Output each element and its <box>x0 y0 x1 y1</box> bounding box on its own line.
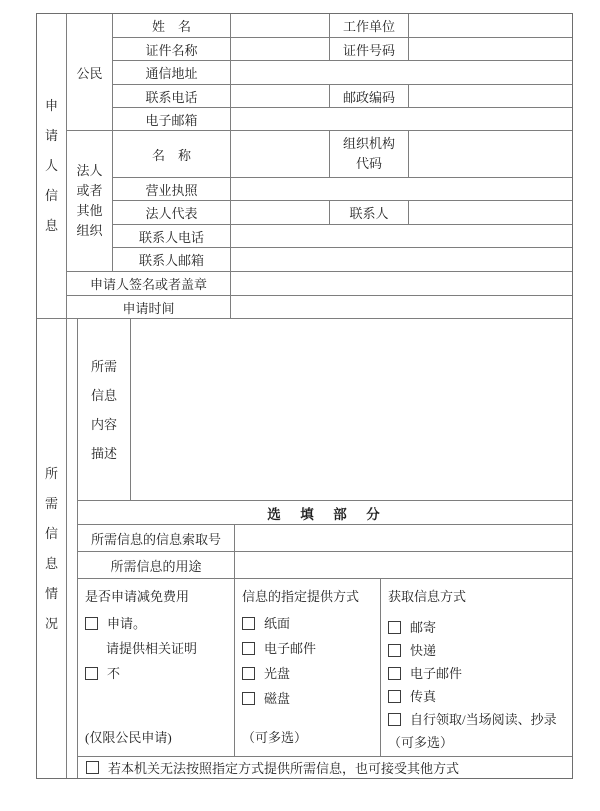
delivery-option-email: 电子邮件 <box>242 640 374 657</box>
disk-checkbox-icon[interactable] <box>242 692 255 705</box>
address-value-cell <box>231 61 572 84</box>
contact-phone-label: 联系人电话 <box>113 225 230 247</box>
other-method-text: 若本机关无法按照指定方式提供所需信息，也可接受其他方式 <box>108 761 460 776</box>
contact-email-label: 联系人邮箱 <box>113 248 230 271</box>
obtain-option-mail: 邮寄 <box>388 619 566 636</box>
cd-checkbox-icon[interactable] <box>242 667 255 680</box>
work-unit-value-cell <box>409 14 572 37</box>
org-name-label: 名 称 <box>113 131 230 177</box>
delivery-method-title: 信息的指定提供方式 <box>242 589 360 604</box>
obtain-option-email: 电子邮件 <box>388 665 566 682</box>
info-description-label: 所需 信息 内容 描述 <box>78 319 130 500</box>
info-index-value-cell <box>235 525 572 551</box>
required-info-side-label: 所需信息情况 <box>37 319 66 778</box>
fee-reduction-column <box>78 579 234 756</box>
fee-option-no: 不 <box>85 665 228 682</box>
mail-checkbox-icon[interactable] <box>388 621 401 634</box>
contact-phone-value-cell <box>231 225 572 247</box>
email-value-cell <box>231 108 572 130</box>
obtain-email-checkbox-icon[interactable] <box>388 667 401 680</box>
fee-note: (仅限公民申请) <box>85 730 172 745</box>
delivery-method-column <box>235 579 380 756</box>
legal-entity-group-label: 法人 或者 其他 组织 <box>67 131 112 271</box>
paper-checkbox-icon[interactable] <box>242 617 255 630</box>
phone-value-cell <box>231 85 329 107</box>
express-checkbox-icon[interactable] <box>388 644 401 657</box>
license-label: 营业执照 <box>113 178 230 200</box>
info-purpose-value-cell <box>235 552 572 578</box>
id-type-value-cell <box>231 38 329 60</box>
obtain-option-selfpickup: 自行领取/当场阅读、抄录 <box>388 711 566 728</box>
apply-time-label: 申请时间 <box>67 296 230 318</box>
contact-email-value-cell <box>231 248 572 271</box>
email-checkbox-icon[interactable] <box>242 642 255 655</box>
postcode-value-cell <box>409 85 572 107</box>
apply-time-value-cell <box>231 296 572 318</box>
id-type-label: 证件名称 <box>113 38 230 60</box>
info-description-value-cell <box>131 319 572 500</box>
delivery-option-cd: 光盘 <box>242 665 374 682</box>
contact-label: 联系人 <box>330 201 408 224</box>
obtain-note: （可多选） <box>388 735 454 750</box>
legal-rep-value-cell <box>231 201 329 224</box>
id-number-value-cell <box>409 38 572 60</box>
selfpickup-checkbox-icon[interactable] <box>388 713 401 726</box>
form-page <box>36 13 573 779</box>
info-index-label: 所需信息的信息索取号 <box>78 525 234 551</box>
obtain-method-title: 获取信息方式 <box>388 589 467 604</box>
info-purpose-label: 所需信息的用途 <box>78 552 234 578</box>
license-value-cell <box>231 178 572 200</box>
phone-label: 联系电话 <box>113 85 230 107</box>
signature-label: 申请人签名或者盖章 <box>67 272 230 295</box>
delivery-note: （可多选） <box>242 730 308 745</box>
delivery-option-disk: 磁盘 <box>242 690 374 707</box>
email-label: 电子邮箱 <box>113 108 230 130</box>
name-label: 姓 名 <box>113 14 230 37</box>
citizen-group-label: 公民 <box>67 14 112 130</box>
applicant-info-section <box>37 14 572 318</box>
id-number-label: 证件号码 <box>330 38 408 60</box>
application-form-table <box>36 13 573 779</box>
signature-value-cell <box>231 272 572 295</box>
apply-checkbox-icon[interactable] <box>85 617 98 630</box>
spacer-column <box>67 319 77 778</box>
required-info-section <box>37 319 572 778</box>
fee-reduction-title: 是否申请减免费用 <box>85 589 190 604</box>
contact-value-cell <box>409 201 572 224</box>
postcode-label: 邮政编码 <box>330 85 408 107</box>
work-unit-label: 工作单位 <box>330 14 408 37</box>
org-code-value-cell <box>409 131 572 177</box>
other-method-checkbox-icon[interactable] <box>86 761 99 774</box>
delivery-option-paper: 纸面 <box>242 615 374 632</box>
legal-rep-label: 法人代表 <box>113 201 230 224</box>
optional-section-header: 选 填 部 分 <box>78 501 572 524</box>
fax-checkbox-icon[interactable] <box>388 690 401 703</box>
applicant-info-side-label: 申请人信息 <box>37 14 66 318</box>
org-name-value-cell <box>231 131 329 177</box>
other-method-row <box>78 757 572 778</box>
obtain-method-column <box>381 579 572 756</box>
obtain-option-express: 快递 <box>388 642 566 659</box>
no-checkbox-icon[interactable] <box>85 667 98 680</box>
obtain-option-fax: 传真 <box>388 688 566 705</box>
fee-option-apply: 申请。 <box>85 615 228 632</box>
name-value-cell <box>231 14 329 37</box>
address-label: 通信地址 <box>113 61 230 84</box>
org-code-label: 组织机构 代码 <box>330 131 408 177</box>
fee-apply-hint: 请提供相关证明 <box>106 641 198 656</box>
